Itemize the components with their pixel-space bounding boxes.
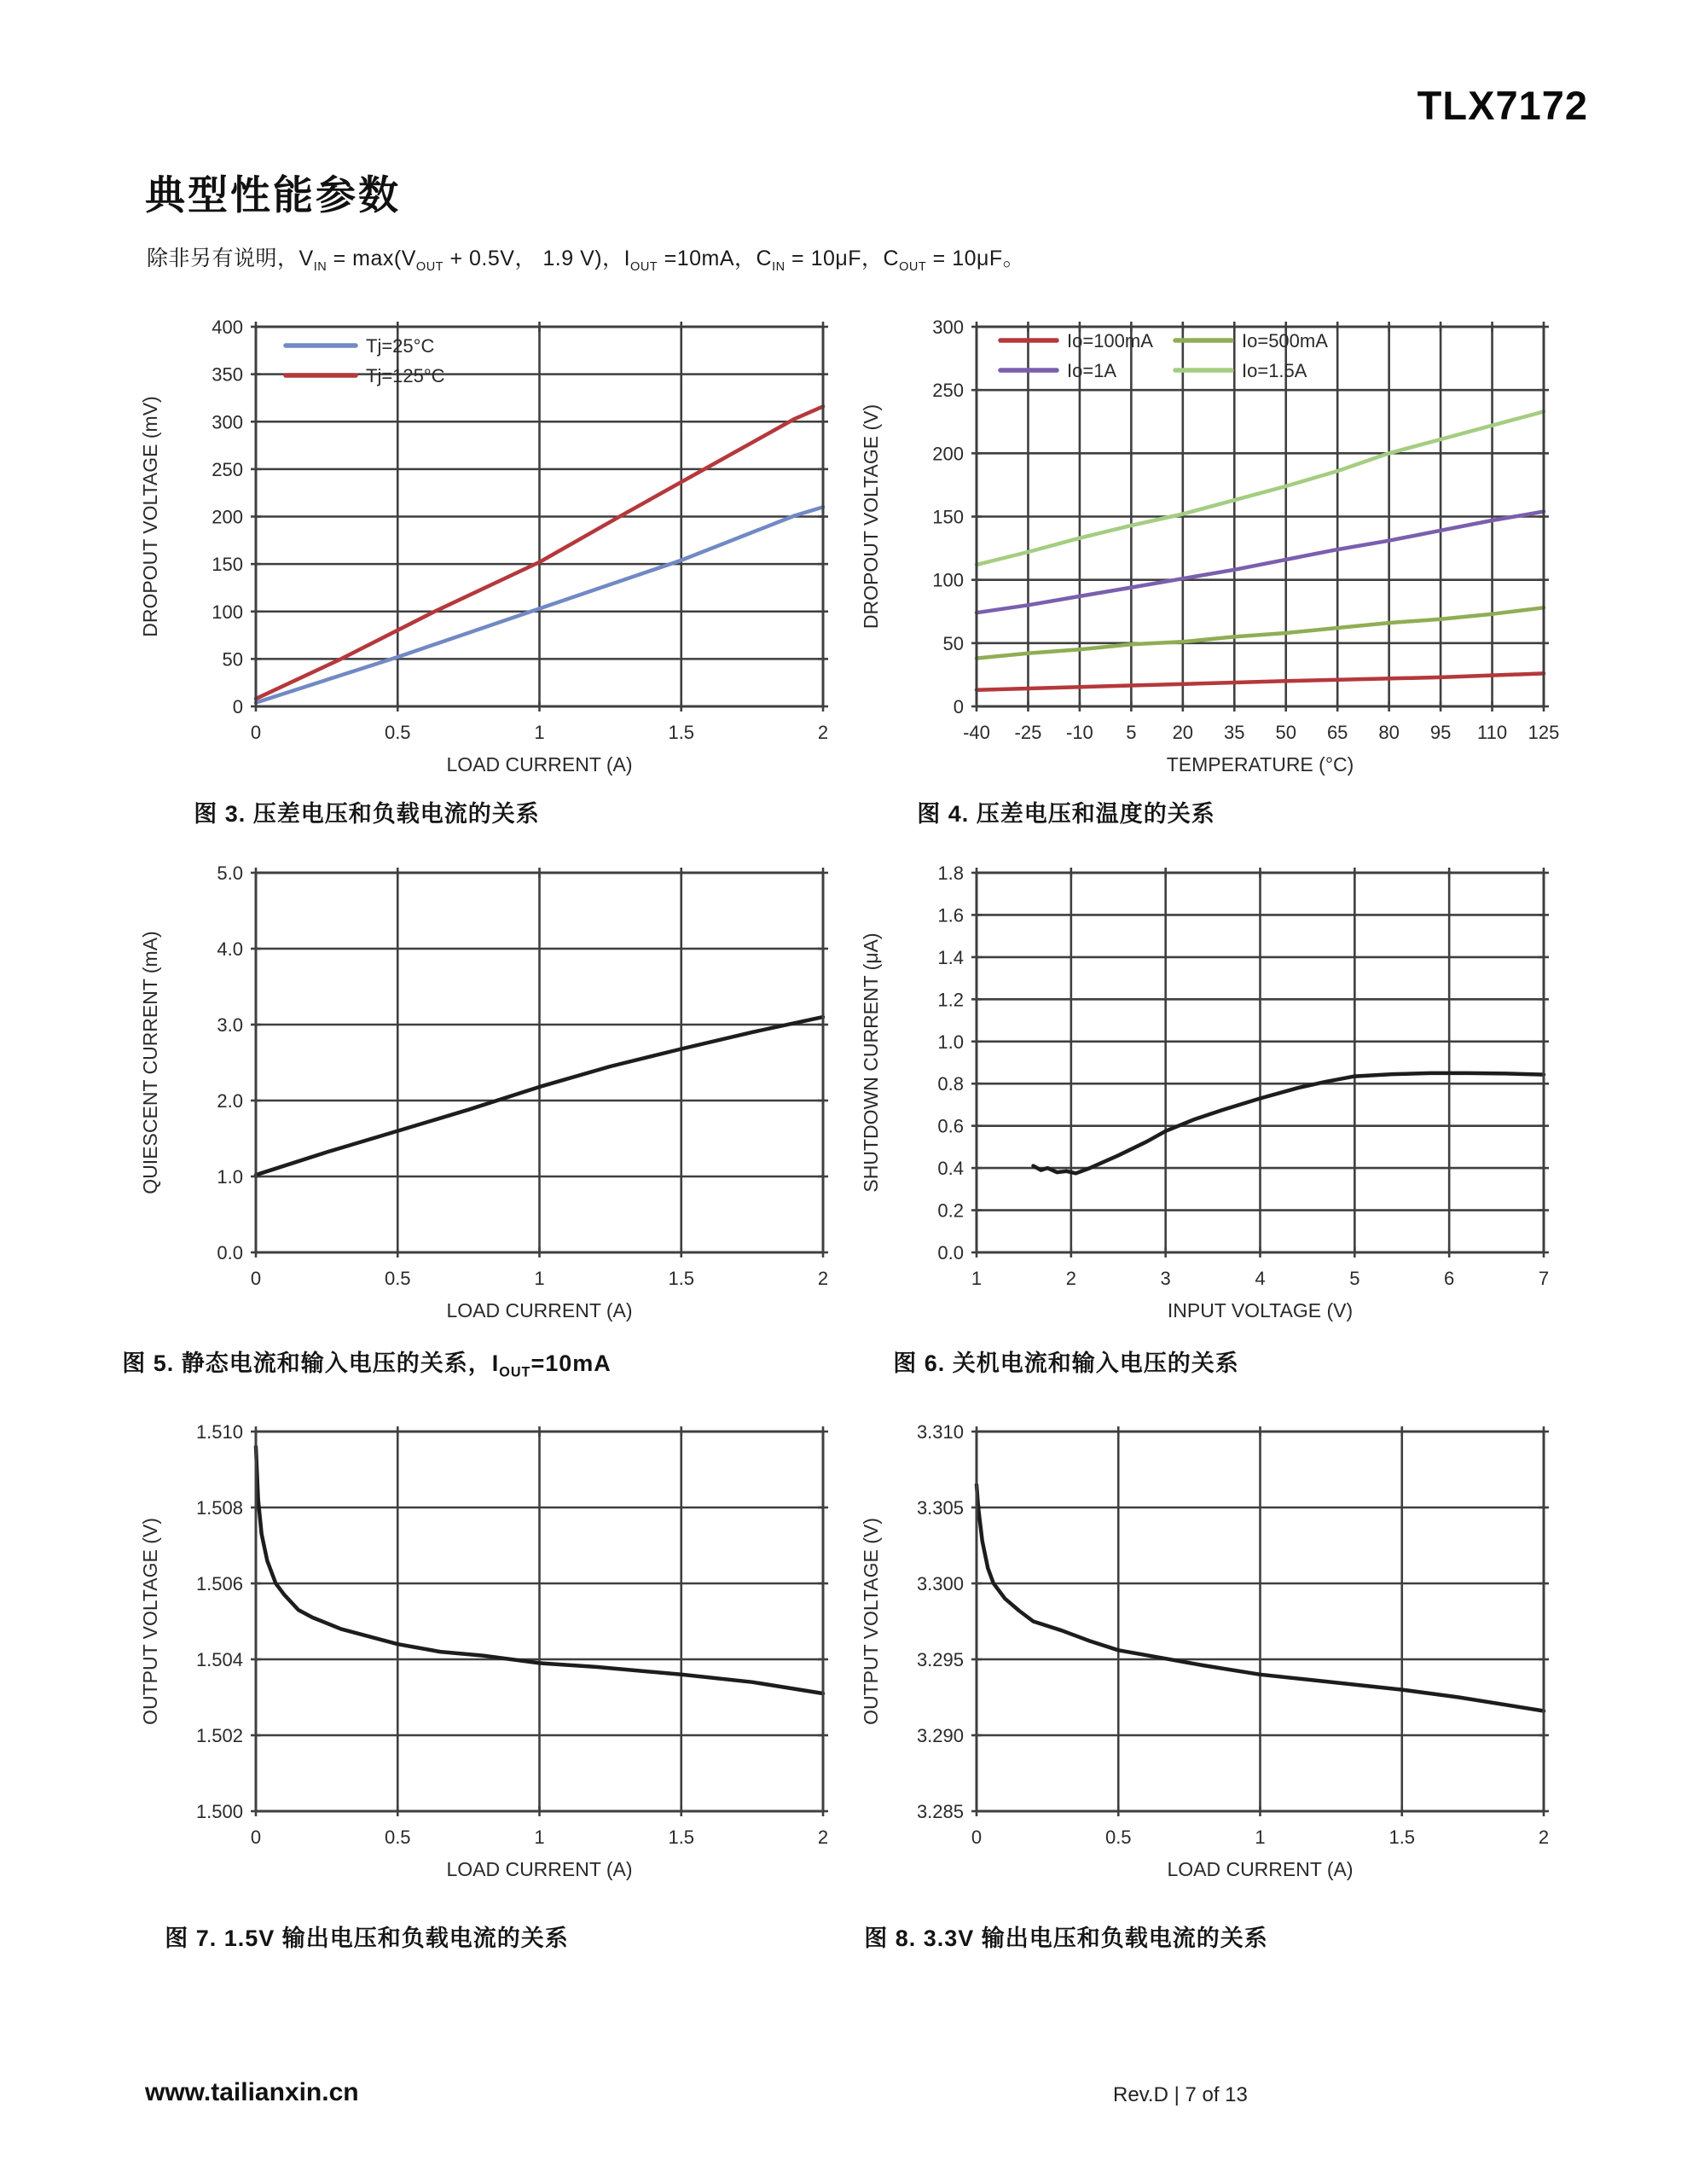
footer-revision-page: Rev.D | 7 of 13 bbox=[1113, 2083, 1248, 2106]
footer-website: www.tailianxin.cn bbox=[145, 2078, 359, 2106]
svg-text:0.4: 0.4 bbox=[937, 1158, 964, 1180]
svg-text:1.5: 1.5 bbox=[668, 722, 695, 743]
svg-text:200: 200 bbox=[932, 443, 964, 465]
svg-text:0: 0 bbox=[971, 1827, 983, 1848]
svg-text:3.305: 3.305 bbox=[916, 1497, 964, 1519]
svg-text:Io=100mA: Io=100mA bbox=[1067, 330, 1153, 351]
figure-7-output-voltage-1v5-chart bbox=[128, 1408, 853, 1890]
svg-text:OUTPUT VOLTAGE (V): OUTPUT VOLTAGE (V) bbox=[860, 1518, 882, 1725]
figure-4-dropout-vs-temperature-chart bbox=[849, 303, 1574, 785]
svg-text:SHUTDOWN CURRENT (μA): SHUTDOWN CURRENT (μA) bbox=[860, 932, 882, 1193]
svg-text:95: 95 bbox=[1429, 722, 1452, 743]
svg-text:50: 50 bbox=[1275, 722, 1296, 743]
svg-text:35: 35 bbox=[1224, 722, 1245, 743]
svg-text:1.5: 1.5 bbox=[668, 1268, 695, 1289]
svg-text:-40: -40 bbox=[963, 722, 990, 743]
figure-5-caption: 图 5. 静态电流和输入电压的关系，$I_{OUT}=10mA$ bbox=[122, 1350, 612, 1380]
svg-text:1.0: 1.0 bbox=[217, 1166, 243, 1188]
svg-text:100: 100 bbox=[932, 569, 964, 591]
svg-text:2: 2 bbox=[1065, 1268, 1076, 1289]
svg-text:LOAD CURRENT (A): LOAD CURRENT (A) bbox=[446, 1858, 633, 1880]
svg-text:100: 100 bbox=[212, 601, 243, 623]
svg-text:1.510: 1.510 bbox=[195, 1421, 243, 1443]
svg-text:1.5: 1.5 bbox=[668, 1827, 695, 1848]
svg-text:80: 80 bbox=[1378, 722, 1400, 743]
figure-6-caption: 图 6. 关机电流和输入电压的关系 bbox=[893, 1350, 1239, 1376]
svg-text:3.300: 3.300 bbox=[916, 1573, 964, 1594]
svg-text:1.8: 1.8 bbox=[937, 863, 964, 884]
svg-text:1.504: 1.504 bbox=[195, 1649, 243, 1670]
svg-text:4: 4 bbox=[1255, 1268, 1266, 1289]
figure-4-caption: 图 4. 压差电压和温度的关系 bbox=[917, 801, 1215, 827]
svg-text:0.5: 0.5 bbox=[384, 1827, 411, 1848]
svg-text:1.502: 1.502 bbox=[195, 1725, 243, 1746]
svg-text:300: 300 bbox=[932, 317, 964, 338]
svg-text:3.290: 3.290 bbox=[916, 1725, 964, 1746]
svg-text:250: 250 bbox=[212, 458, 243, 480]
svg-text:1.508: 1.508 bbox=[195, 1497, 243, 1519]
svg-text:Tj=125°C: Tj=125°C bbox=[366, 365, 445, 386]
section-title: 典型性能参数 bbox=[145, 172, 401, 218]
svg-text:20: 20 bbox=[1172, 722, 1194, 743]
svg-text:300: 300 bbox=[212, 411, 243, 433]
figure-5-quiescent-current-chart bbox=[128, 849, 853, 1331]
svg-text:Tj=25°C: Tj=25°C bbox=[366, 335, 435, 357]
svg-text:0.2: 0.2 bbox=[937, 1199, 964, 1222]
svg-text:5.0: 5.0 bbox=[217, 863, 243, 884]
svg-text:0.5: 0.5 bbox=[384, 1268, 411, 1289]
svg-text:1: 1 bbox=[534, 722, 545, 743]
svg-text:0: 0 bbox=[250, 722, 262, 743]
figure-7-caption: 图 7. 1.5V 输出电压和负载电流的关系 bbox=[165, 1926, 569, 1951]
svg-text:0.6: 0.6 bbox=[937, 1115, 964, 1137]
svg-text:2: 2 bbox=[817, 1268, 829, 1289]
svg-text:200: 200 bbox=[212, 506, 243, 528]
svg-text:2: 2 bbox=[817, 722, 829, 743]
svg-text:3.285: 3.285 bbox=[916, 1801, 964, 1822]
svg-text:-10: -10 bbox=[1066, 722, 1093, 743]
test-conditions: 除非另有说明，$V_{IN} = \max(V_{OUT} + 0.5V$， 1.9 V)，$I_{OUT} =10mA$，$C_{IN} = 10\mu F$，$C_{OUT} = 10\mu F$。 bbox=[147, 247, 1025, 274]
svg-text:1.500: 1.500 bbox=[195, 1801, 243, 1822]
figure-8-caption: 图 8. 3.3V 输出电压和负载电流的关系 bbox=[864, 1926, 1268, 1951]
product-name: TLX7172 bbox=[1417, 83, 1588, 128]
svg-text:1.6: 1.6 bbox=[937, 904, 964, 926]
svg-text:125: 125 bbox=[1528, 722, 1560, 743]
figure-3-dropout-vs-load-chart bbox=[128, 303, 853, 785]
svg-text:2: 2 bbox=[817, 1827, 829, 1848]
svg-text:150: 150 bbox=[212, 554, 243, 576]
svg-text:3.310: 3.310 bbox=[916, 1421, 964, 1443]
svg-text:6: 6 bbox=[1444, 1268, 1455, 1289]
svg-text:250: 250 bbox=[932, 380, 964, 402]
svg-text:DROPOUT VOLTAGE (V): DROPOUT VOLTAGE (V) bbox=[860, 404, 882, 630]
svg-text:2.0: 2.0 bbox=[217, 1090, 243, 1112]
svg-text:3.0: 3.0 bbox=[217, 1014, 243, 1036]
figure-6-shutdown-current-chart bbox=[849, 849, 1574, 1331]
svg-text:Io=1A: Io=1A bbox=[1067, 360, 1117, 381]
svg-text:LOAD CURRENT (A): LOAD CURRENT (A) bbox=[1167, 1858, 1354, 1880]
svg-text:50: 50 bbox=[942, 632, 964, 654]
svg-text:350: 350 bbox=[212, 363, 243, 386]
svg-text:INPUT VOLTAGE (V): INPUT VOLTAGE (V) bbox=[1167, 1299, 1354, 1321]
svg-text:DROPOUT VOLTAGE (mV): DROPOUT VOLTAGE (mV) bbox=[139, 396, 161, 637]
svg-text:LOAD CURRENT (A): LOAD CURRENT (A) bbox=[446, 1299, 633, 1321]
svg-text:QUIESCENT CURRENT (mA): QUIESCENT CURRENT (mA) bbox=[139, 931, 161, 1194]
svg-text:3.295: 3.295 bbox=[916, 1649, 964, 1670]
svg-text:Io=1.5A: Io=1.5A bbox=[1242, 360, 1307, 381]
svg-text:0: 0 bbox=[250, 1268, 262, 1289]
svg-text:1: 1 bbox=[534, 1268, 545, 1289]
svg-text:1.506: 1.506 bbox=[195, 1573, 243, 1594]
svg-text:1.4: 1.4 bbox=[937, 946, 964, 968]
svg-text:150: 150 bbox=[932, 506, 964, 528]
svg-text:400: 400 bbox=[212, 317, 243, 338]
svg-text:65: 65 bbox=[1326, 722, 1348, 743]
svg-text:1: 1 bbox=[534, 1827, 545, 1848]
svg-text:Io=500mA: Io=500mA bbox=[1242, 330, 1328, 351]
svg-text:1.5: 1.5 bbox=[1388, 1827, 1416, 1848]
svg-text:LOAD CURRENT (A): LOAD CURRENT (A) bbox=[446, 753, 633, 775]
svg-text:110: 110 bbox=[1477, 722, 1508, 743]
svg-text:-25: -25 bbox=[1014, 722, 1042, 743]
svg-text:2: 2 bbox=[1538, 1827, 1550, 1848]
svg-text:4.0: 4.0 bbox=[217, 938, 243, 960]
svg-text:7: 7 bbox=[1538, 1268, 1550, 1289]
svg-text:0.8: 0.8 bbox=[937, 1073, 964, 1095]
svg-text:5: 5 bbox=[1349, 1268, 1360, 1289]
svg-text:OUTPUT VOLTAGE (V): OUTPUT VOLTAGE (V) bbox=[139, 1518, 161, 1725]
svg-text:3: 3 bbox=[1160, 1268, 1171, 1289]
svg-text:1: 1 bbox=[1255, 1827, 1266, 1848]
svg-text:TEMPERATURE (°C): TEMPERATURE (°C) bbox=[1166, 753, 1354, 775]
svg-text:0.5: 0.5 bbox=[384, 722, 411, 743]
svg-text:0.5: 0.5 bbox=[1104, 1827, 1132, 1848]
figure-3-caption: 图 3. 压差电压和负载电流的关系 bbox=[194, 801, 540, 827]
figure-8-output-voltage-3v3-chart bbox=[849, 1408, 1574, 1890]
svg-text:1: 1 bbox=[971, 1268, 983, 1289]
svg-text:0.0: 0.0 bbox=[217, 1242, 243, 1263]
svg-text:1.2: 1.2 bbox=[937, 989, 964, 1011]
svg-text:1.0: 1.0 bbox=[937, 1031, 964, 1053]
svg-text:0.0: 0.0 bbox=[937, 1242, 964, 1263]
svg-text:0: 0 bbox=[232, 696, 243, 717]
svg-text:50: 50 bbox=[222, 648, 243, 671]
svg-text:5: 5 bbox=[1126, 722, 1137, 743]
svg-text:0: 0 bbox=[953, 696, 964, 717]
svg-text:0: 0 bbox=[250, 1827, 262, 1848]
